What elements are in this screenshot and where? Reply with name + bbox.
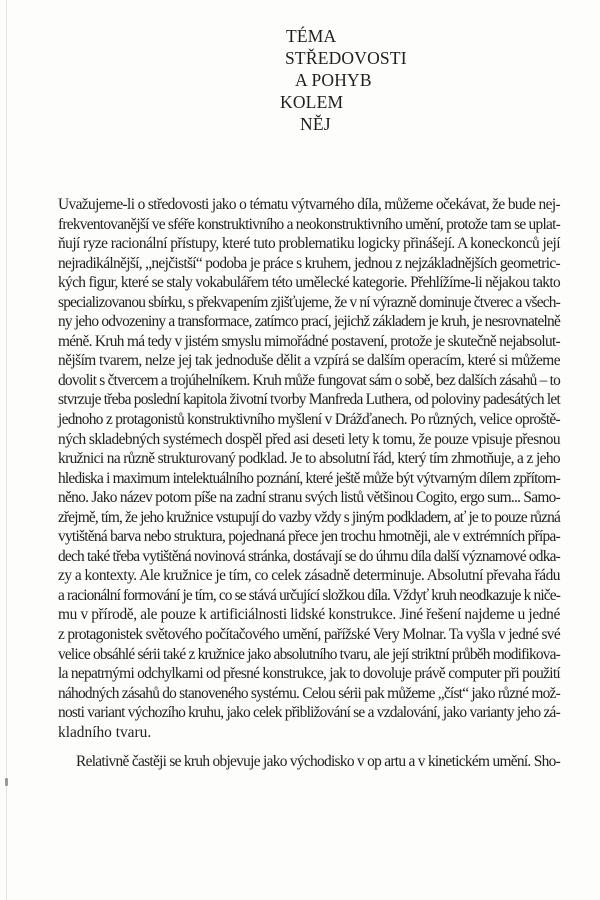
title-line: A POHYB: [295, 70, 372, 90]
article-body: [58, 195, 560, 772]
text-line: a racionální formování je tím, co se stává určující složkou díla. Vždyť kruh neodkazuje k niče-: [58, 586, 560, 604]
text-line: nosti variant výchozího kruhu, jako celek přibližování se a vzdalování, jako varianty jeho zá-: [58, 704, 560, 722]
title-line: TÉMA: [286, 26, 337, 46]
page-edge-mark: [5, 778, 8, 786]
text-line: z protagonistek světového počítačového umění, pařížské Very Molnar. Ta vyšla v jedné své: [58, 626, 560, 644]
text-line: kružnici na různě strukturovaný podklad. Je to absolutní řád, který tím zhmotňuje, a z jeho: [58, 450, 560, 468]
text-line: kých figur, které se staly vokabulářem této umělecké kategorie. Přehlížíme-li nějakou takto: [58, 274, 560, 292]
text-line: Relativně častěji se kruh objevuje jako východisko v op artu a v kinetickém umění. Sho-: [76, 753, 560, 771]
chapter-title: [0, 25, 600, 135]
text-line: mu v přírodě, ale pouze k artificiálnosti lidské konstrukce. Jiné řešení najdeme u jedné: [58, 606, 560, 624]
text-line: zřejmě, tím, že jeho kružnice vstupují do vazby vždy s jiným podkladem, ať je to pouze různá: [58, 508, 560, 526]
text-line: dech také třeba vytištěná novinová stránka, dostávají se do úhrnu díla další významové odka-: [58, 547, 560, 565]
text-line: ňují ryze racionální přístupy, které tuto problematiku logicky přinášejí. A koneckonců její: [58, 235, 560, 253]
text-line: la nepatrnými odchylkami od přesné konstrukce, jak to dovoluje právě computer při použití: [58, 665, 560, 683]
text-line: Uvažujeme-li o středovosti jako o tématu výtvarného díla, můžeme očekávat, že bude nej-: [58, 196, 560, 213]
text-line: specializovanou sbírku, s překvapením zjišťujeme, že v ní výrazně dominuje čtverec a všech-: [58, 293, 560, 311]
text-line: něno. Jako název potom píše na zadní stranu svých listů většinou Cogito, ergo sum... Samo-: [58, 489, 560, 507]
text-line: stvrzuje třeba poslední kapitola životní tvorby Manfreda Luthera, od poloviny padesátých let: [58, 391, 560, 409]
text-line: náhodných zásahů do stanoveného systému. Celou sérii pak můžeme „číst“ jako různé mož-: [58, 684, 560, 702]
text-line: ny jeho odvozeniny a transformace, zatímco prací, jejichž základem je kruh, je nesrovnatelně: [58, 313, 560, 331]
text-line: méně. Kruh má tedy v jistém smyslu mimořádné postavení, protože je skutečně nejabsolut-: [58, 332, 560, 350]
text-line: jednoho z protagonistů konstruktivního myšlení v Drážďanech. Po různých, velice oproště-: [58, 411, 561, 429]
title-line: KOLEM: [280, 92, 344, 112]
text-line: nejradikálnější, „nejčistší“ podoba je práce s kruhem, jednou z nejzákladnějších geometric-: [58, 254, 560, 272]
text-line: vytištěná barva nebo struktura, pojednaná přece jen trochu hmotněji, ale v extrémních přípa-: [58, 528, 560, 546]
text-line: frekventovanější ve sféře konstruktivního a neokonstruktivního umění, protože tam se uplat-: [58, 215, 560, 233]
text-line: hlediska i maximum intelektuálního poznání, které ještě může být výtvarným dílem zpřítom-: [58, 469, 560, 487]
text-line: zy a kontexty. Ale kružnice je tím, co celek zásadně determinuje. Absolutní převaha řádu: [58, 567, 560, 585]
paragraph-1: [58, 195, 560, 742]
title-line: NĚJ: [300, 114, 331, 134]
text-line: kladního tvaru.: [58, 723, 152, 741]
page-binding-edge: [6, 0, 7, 900]
title-line: STŘEDOVOSTI: [285, 48, 407, 68]
text-line: dovolit s čtvercem a trojúhelníkem. Kruh může fungovat sám o sobě, bez dalších zásahů – to: [58, 371, 560, 389]
text-line: nějším tvarem, nelze jej tak jednoduše dělit a vzpírá se dalším operacím, které si můžeme: [58, 352, 560, 370]
text-line: velice obsáhlé sérii také z kružnice jako absolutního tvaru, ale její striktní průběh modifikova-: [58, 645, 561, 663]
paragraph-2: [58, 752, 560, 772]
text-line: ných skladebných systémech dospěl před asi deseti lety k tomu, že pouze vpisuje přesnou: [58, 430, 560, 448]
